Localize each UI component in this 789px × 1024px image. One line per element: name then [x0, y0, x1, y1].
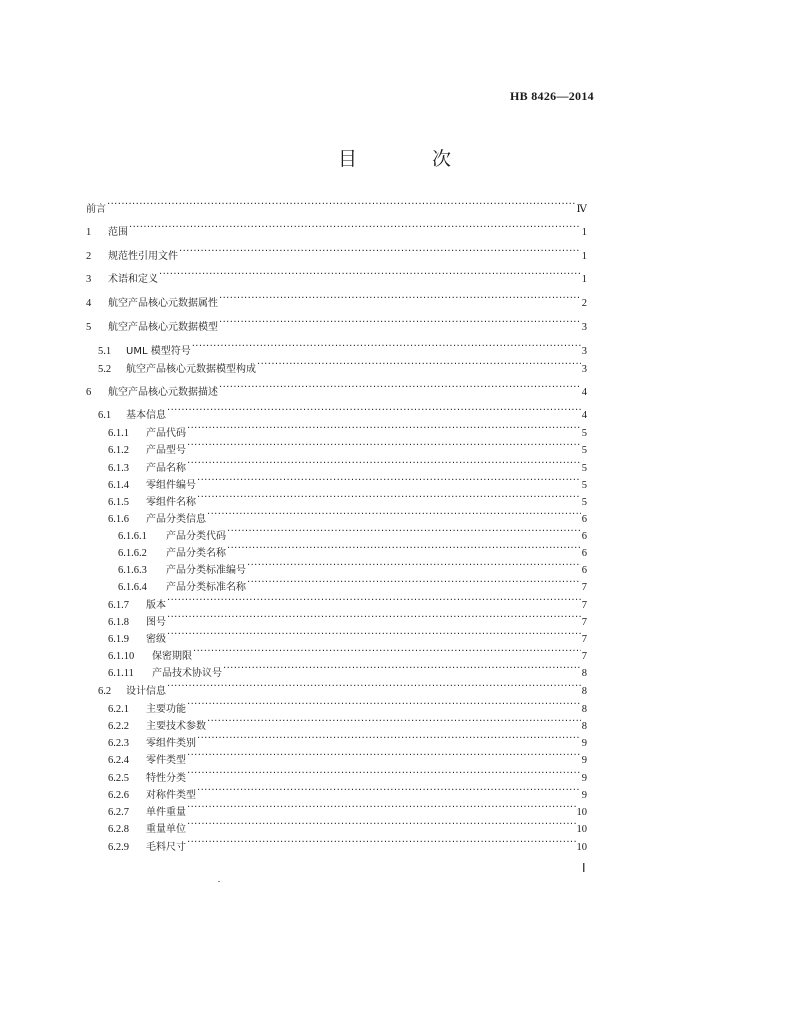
- toc-entry[interactable]: [108, 767, 587, 784]
- toc-entry[interactable]: [118, 559, 587, 576]
- toc-entry-page: 3: [581, 364, 587, 375]
- toc-entry[interactable]: [108, 645, 587, 662]
- toc-leader-dots: [219, 292, 581, 306]
- toc-entry-page: 3: [581, 346, 587, 357]
- toc-entry-number: 6.1.9: [108, 634, 129, 645]
- toc-entry[interactable]: [108, 508, 587, 525]
- toc-leader-dots: [107, 198, 576, 212]
- toc-entry[interactable]: [108, 439, 587, 456]
- toc-leader-dots: [193, 645, 581, 659]
- toc-entry-number: 6.1.11: [108, 668, 134, 679]
- toc-leader-dots: [223, 662, 581, 676]
- toc-entry-label: 版本: [146, 600, 166, 611]
- toc-entry-number: 6.1.6.2: [118, 548, 147, 559]
- toc-entry[interactable]: [108, 491, 587, 508]
- toc-leader-dots: [207, 508, 581, 522]
- toc-entry[interactable]: [86, 316, 587, 333]
- toc-entry-number: 4: [86, 298, 92, 309]
- toc-entry[interactable]: [118, 542, 587, 559]
- scan-speck: [218, 881, 220, 882]
- toc-entry-number: 6.1.2: [108, 445, 129, 456]
- toc-entry-number: 6.1.6.3: [118, 565, 147, 576]
- toc-entry-page: 6: [581, 565, 587, 576]
- toc-entry-page: Ⅳ: [576, 204, 587, 215]
- toc-entry-page: 7: [581, 600, 587, 611]
- toc-leader-dots: [247, 576, 581, 590]
- toc-entry-page: 5: [581, 463, 587, 474]
- toc-entry-number: 2: [86, 251, 92, 262]
- toc-entry[interactable]: [86, 292, 587, 309]
- toc-entry-page: 5: [581, 497, 587, 508]
- toc-leader-dots: [197, 784, 581, 798]
- toc-entry[interactable]: [108, 715, 587, 732]
- toc-entry[interactable]: [98, 404, 587, 421]
- toc-leader-dots: [197, 732, 581, 746]
- toc-entry[interactable]: [98, 680, 587, 697]
- toc-entry-number: 6.1.7: [108, 600, 129, 611]
- toc-entry-page: 5: [581, 480, 587, 491]
- toc-entry-number: 6.1.6: [108, 514, 129, 525]
- toc-entry-label: 前言: [86, 204, 106, 215]
- toc-entry-label: 零组件名称: [146, 497, 196, 508]
- toc-entry-page: 9: [581, 790, 587, 801]
- toc-entry-page: 7: [581, 634, 587, 645]
- toc-entry[interactable]: [108, 732, 587, 749]
- toc-leader-dots: [187, 439, 581, 453]
- toc-leader-dots: [187, 749, 581, 763]
- toc-entry[interactable]: [108, 818, 587, 835]
- toc-leader-dots: [187, 836, 576, 850]
- toc-entry[interactable]: [118, 525, 587, 542]
- standard-number: HB 8426—2014: [510, 89, 594, 103]
- toc-entry-label: 基本信息: [126, 410, 166, 421]
- toc-entry-page: 6: [581, 514, 587, 525]
- toc-entry[interactable]: [108, 457, 587, 474]
- toc-entry-number: 6.2.6: [108, 790, 129, 801]
- toc-entry-number: 6.1.4: [108, 480, 129, 491]
- toc-leader-dots: [187, 422, 581, 436]
- toc-leader-dots: [167, 628, 581, 642]
- toc-entry-label: 术语和定义: [108, 274, 158, 285]
- toc-leader-dots: [167, 680, 581, 694]
- toc-entry[interactable]: [108, 662, 587, 679]
- toc-leader-dots: [167, 594, 581, 608]
- toc-entry[interactable]: [118, 576, 587, 593]
- toc-entry[interactable]: [108, 422, 587, 439]
- toc-entry-number: 6.2.1: [108, 704, 129, 715]
- toc-entry-number: 6.2.5: [108, 773, 129, 784]
- toc-entry-label: 产品代码: [146, 428, 186, 439]
- page-title: 目 次: [337, 148, 479, 170]
- toc-entry-page: 8: [581, 686, 587, 697]
- toc-entry[interactable]: [86, 381, 587, 398]
- toc-entry-label: 主要功能: [146, 704, 186, 715]
- toc-entry-page: 1: [581, 274, 587, 285]
- toc-entry-number: 6.2.8: [108, 824, 129, 835]
- toc-leader-dots: [257, 358, 581, 372]
- toc-entry-page: 8: [581, 721, 587, 732]
- toc-entry-page: 10: [576, 842, 587, 853]
- toc-entry-number: 6.2: [98, 686, 112, 697]
- toc-entry-number: 6: [86, 387, 92, 398]
- toc-entry-number: 5.1: [98, 346, 112, 357]
- toc-entry[interactable]: [108, 594, 587, 611]
- toc-entry-label: 产品型号: [146, 445, 186, 456]
- toc-entry-page: 6: [581, 531, 587, 542]
- toc-leader-dots: [227, 525, 581, 539]
- toc-leader-dots: [187, 457, 581, 471]
- toc-entry-page: 9: [581, 773, 587, 784]
- toc-entry[interactable]: [86, 268, 587, 285]
- toc-entry-page: 9: [581, 738, 587, 749]
- toc-leader-dots: [247, 559, 581, 573]
- toc-leader-dots: [129, 221, 581, 235]
- toc-entry-number: 6.2.3: [108, 738, 129, 749]
- toc-entry-page: 1: [581, 251, 587, 262]
- toc-entry-number: 6.2.2: [108, 721, 129, 732]
- toc-entry-label: 对称件类型: [146, 790, 196, 801]
- toc-entry-label: 产品分类信息: [146, 514, 206, 525]
- toc-entry-number: 6.2.7: [108, 807, 129, 818]
- toc-entry[interactable]: [86, 198, 587, 215]
- toc-entry[interactable]: [108, 698, 587, 715]
- toc-entry-label: 零组件类别: [146, 738, 196, 749]
- toc-entry-label: 产品分类标准名称: [166, 582, 246, 593]
- toc-entry-label: 航空产品核心元数据模型: [108, 322, 218, 333]
- toc-entry-number: 6.1.8: [108, 617, 129, 628]
- toc-entry-label: 单件重量: [146, 807, 186, 818]
- toc-entry[interactable]: [86, 221, 587, 238]
- toc-entry-label: 零件类型: [146, 755, 186, 766]
- toc-entry-label: 主要技术参数: [146, 721, 206, 732]
- toc-entry-number: 6.2.9: [108, 842, 129, 853]
- toc-entry-label: 产品分类标准编号: [166, 565, 246, 576]
- toc-entry-number: 6.1.3: [108, 463, 129, 474]
- page-folio: Ⅰ: [582, 861, 586, 875]
- toc-entry-number: 6.1.1: [108, 428, 129, 439]
- toc-entry-label: 密级: [146, 634, 166, 645]
- toc-leader-dots: [219, 381, 581, 395]
- toc-leader-dots: [187, 767, 581, 781]
- toc-entry-page: 5: [581, 428, 587, 439]
- toc-leader-dots: [197, 491, 581, 505]
- toc-entry[interactable]: [86, 245, 587, 262]
- toc-entry-page: 6: [581, 548, 587, 559]
- toc-entry-label: 毛料尺寸: [146, 842, 186, 853]
- toc-entry-number: 6.1: [98, 410, 112, 421]
- toc-entry-page: 7: [581, 582, 587, 593]
- toc-entry-label: 设计信息: [126, 686, 166, 697]
- toc-leader-dots: [167, 611, 581, 625]
- toc-entry-label: 特性分类: [146, 773, 186, 784]
- toc-entry-page: 5: [581, 445, 587, 456]
- toc-entry-label: 零组件编号: [146, 480, 196, 491]
- toc-entry[interactable]: [98, 340, 587, 357]
- toc-entry-page: 9: [581, 755, 587, 766]
- toc-entry-number: 6.2.4: [108, 755, 129, 766]
- toc-leader-dots: [219, 316, 581, 330]
- toc-entry-number: 5.2: [98, 364, 112, 375]
- toc-entry-page: 4: [581, 387, 587, 398]
- toc-leader-dots: [187, 801, 576, 815]
- toc-leader-dots: [227, 542, 581, 556]
- toc-entry-page: 1: [581, 227, 587, 238]
- toc-entry[interactable]: [108, 801, 587, 818]
- toc-leader-dots: [159, 268, 581, 282]
- toc-entry-label: 重量单位: [146, 824, 186, 835]
- toc-entry-number: 6.1.10: [108, 651, 135, 662]
- toc-entry[interactable]: [108, 611, 587, 628]
- toc-entry-page: 10: [576, 807, 587, 818]
- toc-entry[interactable]: [108, 474, 587, 491]
- toc-entry-label: 范围: [108, 227, 128, 238]
- toc-leader-dots: [187, 698, 581, 712]
- toc-entry-page: 7: [581, 617, 587, 628]
- toc-entry-number: 5: [86, 322, 92, 333]
- toc-leader-dots: [207, 715, 581, 729]
- toc-entry[interactable]: [108, 784, 587, 801]
- toc-entry-page: 3: [581, 322, 587, 333]
- toc-leader-dots: [179, 245, 581, 259]
- toc-entry-page: 10: [576, 824, 587, 835]
- toc-entry-label: 产品技术协议号: [152, 668, 222, 679]
- toc-entry-label: 航空产品核心元数据模型构成: [126, 364, 256, 375]
- toc-entry-label: 规范性引用文件: [108, 251, 178, 262]
- toc-entry-label: UML 模型符号: [126, 346, 191, 357]
- toc-entry-number: 3: [86, 274, 92, 285]
- toc-entry-page: 7: [581, 651, 587, 662]
- toc-entry-page: 8: [581, 668, 587, 679]
- toc-entry-label: 产品分类代码: [166, 531, 226, 542]
- toc-leader-dots: [187, 818, 576, 832]
- toc-leader-dots: [192, 340, 581, 354]
- toc-entry-label: 产品名称: [146, 463, 186, 474]
- toc-entry-page: 4: [581, 410, 587, 421]
- toc-entry-number: 6.1.6.1: [118, 531, 147, 542]
- toc-entry[interactable]: [108, 836, 587, 853]
- toc-entry-number: 6.1.6.4: [118, 582, 147, 593]
- toc-leader-dots: [167, 404, 581, 418]
- toc-entry-number: 6.1.5: [108, 497, 129, 508]
- toc-entry-label: 航空产品核心元数据属性: [108, 298, 218, 309]
- toc-entry-page: 8: [581, 704, 587, 715]
- toc-leader-dots: [197, 474, 581, 488]
- toc-entry-number: 1: [86, 227, 92, 238]
- toc-entry[interactable]: [98, 358, 587, 375]
- toc-entry[interactable]: [108, 749, 587, 766]
- toc-entry-label: 图号: [146, 617, 166, 628]
- toc-entry-label: 保密期限: [152, 651, 192, 662]
- toc-entry[interactable]: [108, 628, 587, 645]
- toc-entry-label: 产品分类名称: [166, 548, 226, 559]
- toc-entry-page: 2: [581, 298, 587, 309]
- toc-entry-label: 航空产品核心元数据描述: [108, 387, 218, 398]
